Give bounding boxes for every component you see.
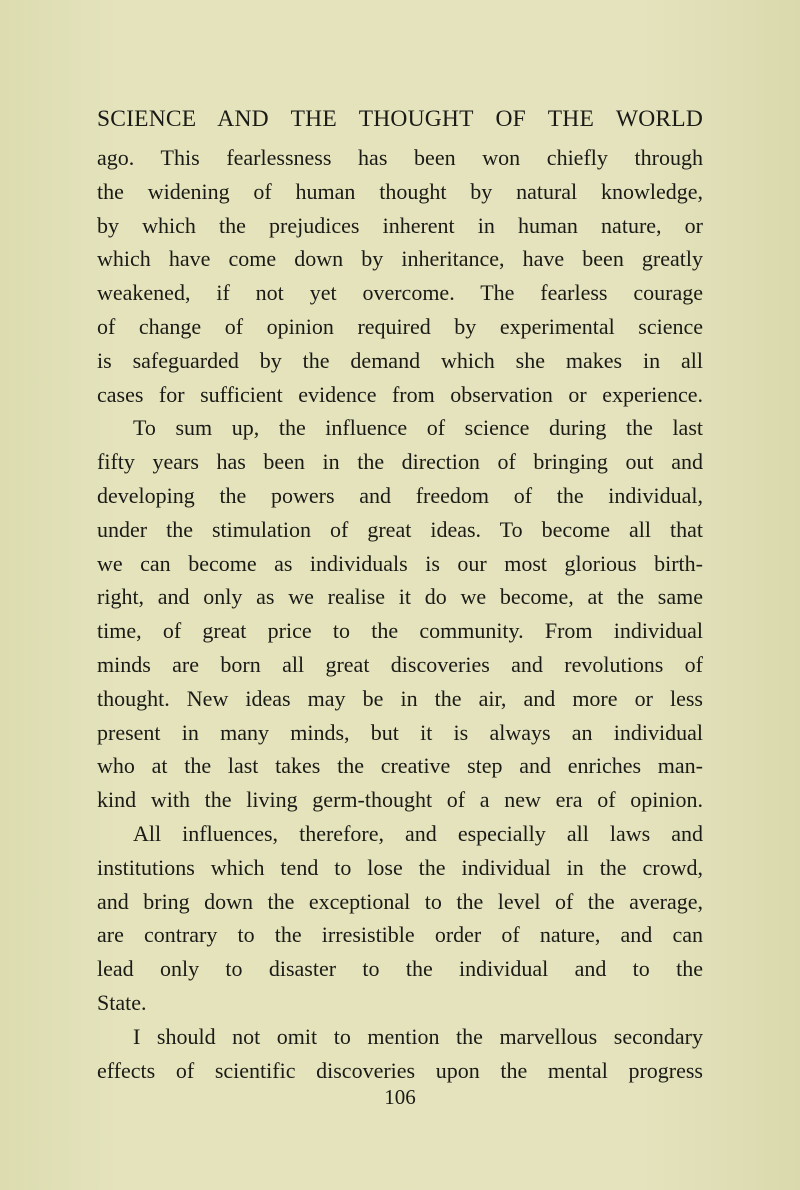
text-line: which have come down by inheritance, have been greatly	[97, 246, 703, 272]
text-line: are contrary to the irresistible order of nature, and can	[97, 922, 703, 948]
text-line: All influences, therefore, and especially all laws and	[133, 820, 703, 846]
text-line: who at the last takes the creative step and enriches man-	[97, 753, 703, 779]
text-line: fifty years has been in the direction of bringing out and	[97, 449, 703, 475]
text-line: effects of scientific discoveries upon the mental progress	[97, 1057, 703, 1083]
running-header: SCIENCE AND THE THOUGHT OF THE WORLD	[97, 106, 703, 132]
body-text	[97, 141, 703, 1087]
text-line: institutions which tend to lose the individual in the crowd,	[97, 854, 703, 880]
text-line: is safeguarded by the demand which she makes in all	[97, 347, 703, 373]
text-line: we can become as individuals is our most glorious birth-	[97, 550, 703, 576]
text-line: cases for sufficient evidence from observation or experience.	[97, 381, 703, 407]
page-number: 106	[384, 1085, 416, 1109]
text-line: developing the powers and freedom of the individual,	[97, 482, 703, 508]
text-line: right, and only as we realise it do we become, at the same	[97, 584, 703, 610]
text-line: ago. This fearlessness has been won chiefly through	[97, 145, 703, 170]
text-line: the widening of human thought by natural knowledge,	[97, 178, 703, 204]
text-line: kind with the living germ-thought of a new era of opinion.	[97, 787, 703, 813]
text-line: under the stimulation of great ideas. To become all that	[97, 516, 703, 542]
text-line: thought. New ideas may be in the air, and more or less	[97, 685, 703, 711]
text-line: To sum up, the influence of science during the last	[133, 415, 703, 441]
text-line: by which the prejudices inherent in human nature, or	[97, 212, 703, 238]
text-line: I should not omit to mention the marvellous secondary	[133, 1023, 703, 1049]
text-line: time, of great price to the community. From individual	[97, 618, 703, 644]
text-line: present in many minds, but it is always an individual	[97, 719, 703, 745]
text-line: lead only to disaster to the individual and to the	[97, 956, 703, 982]
text-line: and bring down the exceptional to the level of the average,	[97, 888, 703, 914]
text-line: weakened, if not yet overcome. The fearless courage	[97, 280, 703, 306]
text-line: State.	[97, 989, 147, 1015]
text-line: of change of opinion required by experimental science	[97, 313, 703, 339]
text-line: minds are born all great discoveries and revolutions of	[97, 651, 703, 677]
